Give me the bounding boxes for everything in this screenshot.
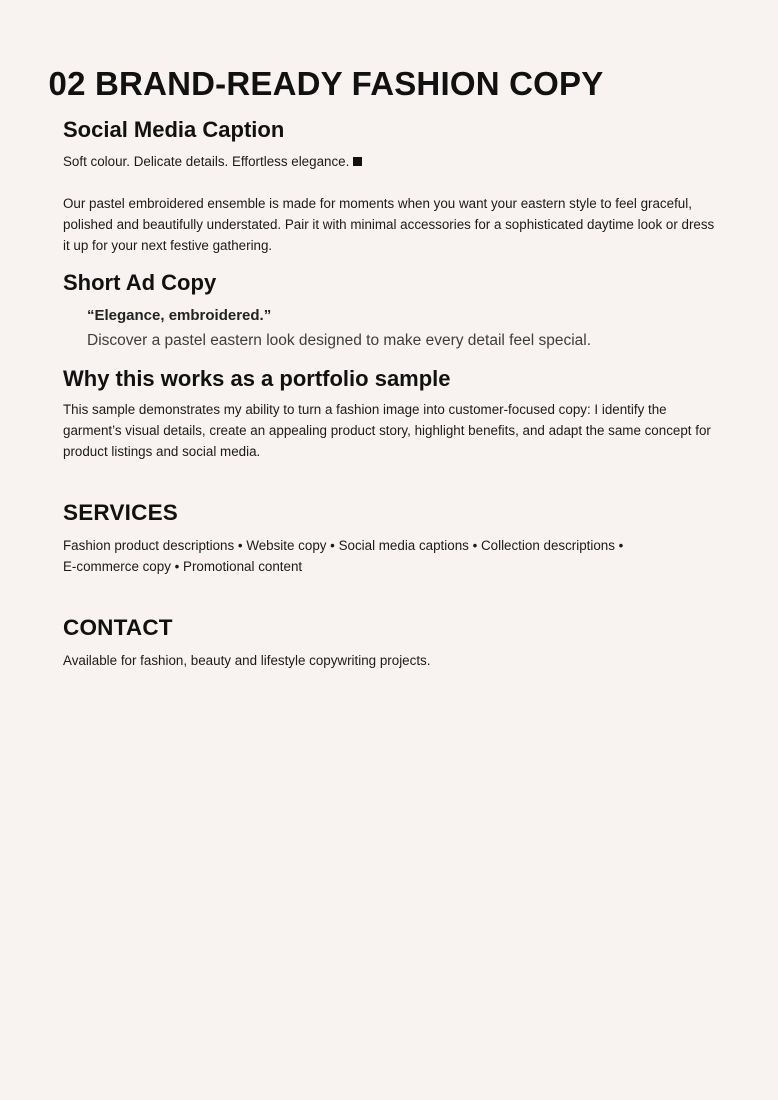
ad-headline: “Elegance, embroidered.” (87, 307, 272, 324)
page-title: 02 BRAND-READY FASHION COPY (48, 65, 604, 102)
short-ad-copy-heading: Short Ad Copy (63, 270, 217, 295)
services-line-2: E-commerce copy • Promotional content (63, 559, 303, 574)
social-caption-tagline (63, 151, 362, 172)
services-line-1: Fashion product descriptions • Website copy • Social media captions • Collection descriptions • (63, 538, 624, 553)
contact-heading: CONTACT (63, 615, 173, 640)
services-heading: SERVICES (63, 500, 178, 525)
square-bullet-icon (353, 157, 362, 166)
ad-line: Discover a pastel eastern look designed to make every detail feel special. (87, 332, 592, 349)
tagline-text: Soft colour. Delicate details. Effortless elegance. (63, 154, 350, 169)
why-heading: Why this works as a portfolio sample (63, 366, 451, 391)
why-body: This sample demonstrates my ability to turn a fashion image into customer-focused copy: I identify the garment’s visual details, create an appealing product story, highlight benefits, and adapt the same concept for product listings and social media. (63, 402, 711, 459)
social-caption-body: Our pastel embroidered ensemble is made for moments when you want your eastern style to feel graceful, polished and beautifully understated. Pair it with minimal accessories for a sophisticated daytime look or dress it up for your next festive gathering. (63, 196, 715, 253)
contact-body: Available for fashion, beauty and lifestyle copywriting projects. (63, 653, 431, 668)
social-media-caption-heading: Social Media Caption (63, 117, 285, 142)
ad-copy-quote (87, 306, 591, 352)
